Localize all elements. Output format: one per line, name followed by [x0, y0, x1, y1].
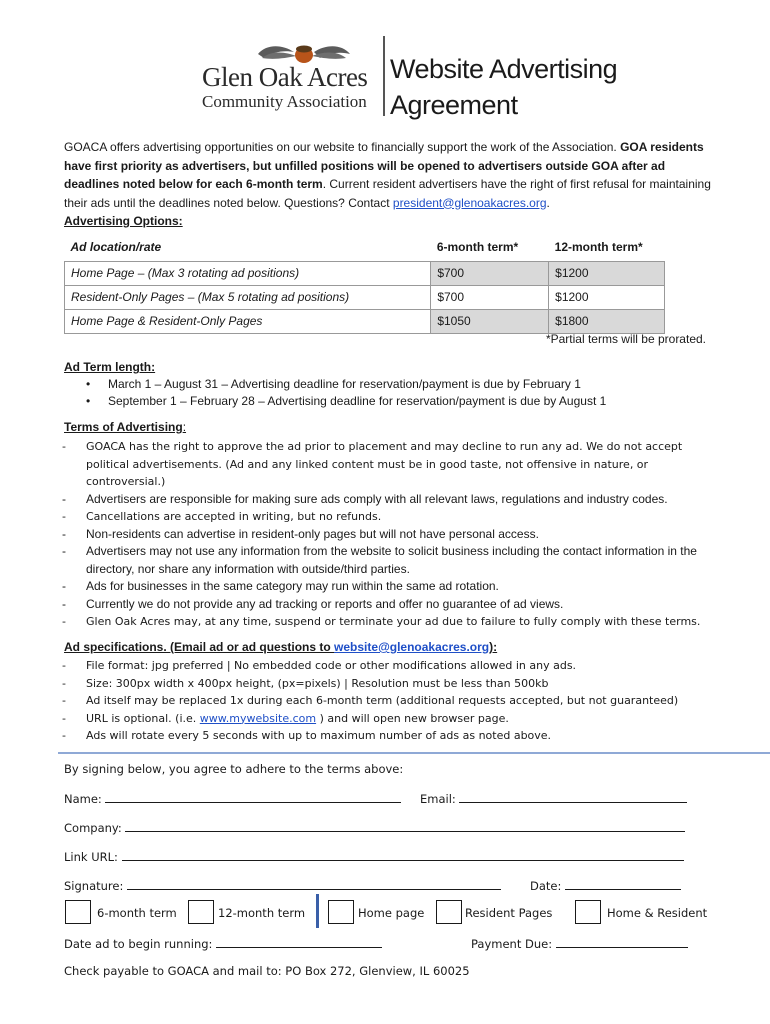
- list-item: - Currently we do not provide any ad tracking or reports and offer no guarantee of ad views.: [62, 596, 564, 611]
- spec-url-pre: URL is optional. (i.e.: [86, 711, 200, 725]
- date-label: Date:: [530, 879, 562, 893]
- payment-due-label: Payment Due:: [471, 937, 553, 951]
- terms-item-text: Ads for businesses in the same category may run within the same ad rotation.: [86, 579, 499, 593]
- terms-item-text: Cancellations are accepted in writing, but no refunds.: [86, 510, 382, 523]
- table-row: [65, 285, 665, 309]
- checkbox-12-month[interactable]: [188, 900, 214, 924]
- checkbox-resident-pages-label: Resident Pages: [465, 906, 553, 920]
- header-divider: [383, 36, 385, 116]
- checkbox-resident-pages[interactable]: [436, 900, 462, 924]
- president-email-link[interactable]: president@glenoakacres.org: [392, 195, 547, 210]
- list-item: - GOACA has the right to approve the ad prior to placement and may decline to run any ad. We do not accept political advertisements. (Ad and any linked content must be in good taste, not offensive in nature, or controversial.): [62, 440, 683, 488]
- specs-list: [62, 657, 712, 745]
- name-input-line[interactable]: [105, 791, 401, 803]
- intro-text-3: .: [546, 195, 550, 210]
- spec-item-text: Size: 300px width x 400px height, (px=pixels) | Resolution must be less than 500kb: [86, 676, 549, 690]
- ad-term-heading: Ad Term length:: [64, 360, 156, 374]
- term-item-text: September 1 – February 28 – Advertising deadline for reservation/payment is due by August 1: [108, 394, 607, 408]
- company-label: Company:: [64, 821, 122, 835]
- payment-due-input-line[interactable]: [556, 936, 688, 948]
- date-input-line[interactable]: [565, 878, 681, 890]
- row-location: Home Page – (Max 3 rotating ad positions): [65, 261, 431, 285]
- checkbox-home-and-resident[interactable]: [575, 900, 601, 924]
- company-field[interactable]: [64, 820, 685, 835]
- prorated-note: *Partial terms will be prorated.: [545, 332, 706, 346]
- row-12-month-price: $1200: [549, 261, 665, 285]
- email-label: Email:: [420, 792, 456, 806]
- checkbox-12-month-label: 12-month term: [218, 906, 306, 920]
- list-item: - Ads for businesses in the same category may run within the same ad rotation.: [62, 579, 499, 593]
- date-begin-label: Date ad to begin running:: [64, 937, 213, 951]
- term-item-text: March 1 – August 31 – Advertising deadline for reservation/payment is due by February 1: [108, 377, 581, 391]
- row-12-month-price: $1800: [549, 309, 665, 333]
- ad-specs-heading-text: Ad specifications. (Email ad or ad questions to: [64, 640, 335, 654]
- list-item: [86, 377, 581, 391]
- terms-item-text: Currently we do not provide any ad tracking or reports and offer no guarantee of ad views.: [86, 596, 564, 611]
- spec-item-text: Ad itself may be replaced 1x during each 6-month term (additional requests accepted, but not guaranteed): [86, 694, 679, 707]
- signature-label: Signature:: [64, 879, 124, 893]
- terms-heading-text: Terms of Advertising: [64, 420, 183, 434]
- row-location: Resident-Only Pages – (Max 5 rotating ad positions): [65, 285, 431, 309]
- email-input-line[interactable]: [459, 791, 687, 803]
- list-item: - Advertisers are responsible for making sure ads comply with all relevant laws, regulations and industry codes.: [62, 491, 668, 506]
- checkbox-home-page-label: Home page: [358, 906, 425, 920]
- signature-field[interactable]: [64, 878, 501, 893]
- intro-paragraph: [64, 138, 716, 212]
- list-item: - Cancellations are accepted in writing, but no refunds.: [62, 510, 382, 523]
- terms-item-text: GOACA has the right to approve the ad prior to placement and may decline to run any ad. We do not accept political advertisements. (Ad and any linked content must be in good taste, not offensive in nature, or controversial.): [86, 440, 683, 488]
- intro-text-1: GOACA offers advertising opportunities on our website to financially support the work of the Association.: [64, 140, 621, 154]
- row-12-month-price: $1200: [549, 285, 665, 309]
- list-item: - File format: jpg preferred | No embedded code or other modifications allowed in any ads.: [62, 659, 577, 672]
- text-cursor-bar: [316, 894, 319, 928]
- terms-list: [62, 438, 712, 631]
- list-item: - Ads will rotate every 5 seconds with up to maximum number of ads as noted above.: [62, 729, 552, 742]
- payment-due-field[interactable]: [471, 936, 688, 951]
- signature-input-line[interactable]: [127, 878, 501, 890]
- example-website-link[interactable]: www.mywebsite.com: [199, 711, 317, 725]
- spec-item-text: Ads will rotate every 5 seconds with up to maximum number of ads as noted above.: [86, 729, 552, 742]
- column-header-12-month: 12-month term*: [549, 233, 665, 261]
- logo-line-1: Glen Oak Acres: [202, 62, 368, 92]
- link-url-input-line[interactable]: [122, 849, 684, 861]
- checkbox-6-month[interactable]: [65, 900, 91, 924]
- website-email-link[interactable]: website@glenoakacres.org: [334, 640, 490, 654]
- bullet-icon: •: [86, 377, 91, 391]
- date-begin-field[interactable]: [64, 936, 382, 951]
- advertising-options-heading: Advertising Options:: [64, 214, 183, 228]
- list-item: - Glen Oak Acres may, at any time, suspend or terminate your ad due to failure to fully comply with these terms.: [62, 615, 701, 628]
- logo-line-2: Community Association: [202, 92, 367, 111]
- list-item: - URL is optional. (i.e. www.mywebsite.com ) and will open new browser page.: [62, 711, 509, 725]
- link-url-label: Link URL:: [64, 850, 118, 864]
- page-title-line-1: Website Advertising: [390, 54, 618, 84]
- terms-item-text: Advertisers are responsible for making sure ads comply with all relevant laws, regulations and industry codes.: [86, 491, 668, 506]
- list-item: - Advertisers may not use any information from the website to solicit business including the contact information in the directory, nor share any information with outside/third parties.: [62, 544, 697, 576]
- table-header-row: [65, 233, 665, 261]
- email-field[interactable]: [420, 791, 687, 806]
- column-header-6-month: 6-month term*: [431, 233, 549, 261]
- row-location: Home Page & Resident-Only Pages: [65, 309, 431, 333]
- mailing-instructions: Check payable to GOACA and mail to: PO Box 272, Glenview, IL 60025: [64, 964, 470, 978]
- ad-specs-heading-end: ):: [489, 640, 498, 654]
- name-label: Name:: [64, 792, 102, 806]
- terms-item-text: Non-residents can advertise in resident-only pages but will not have personal access.: [86, 526, 539, 541]
- column-header-location: Ad location/rate: [65, 233, 431, 261]
- company-input-line[interactable]: [125, 820, 685, 832]
- list-item: - Non-residents can advertise in resident-only pages but will not have personal access.: [62, 526, 539, 541]
- terms-item-text: Glen Oak Acres may, at any time, suspend or terminate your ad due to failure to fully comply with these terms.: [86, 615, 701, 628]
- link-url-field[interactable]: [64, 849, 684, 864]
- intro-text-2: . Current resident advertisers have the right of first refusal for maintaining their ads until the deadlines noted below. Questions? Contact: [64, 177, 711, 210]
- spec-url-post: ) and will open new browser page.: [316, 711, 509, 725]
- agree-statement: By signing below, you agree to adhere to the terms above:: [64, 762, 404, 776]
- ad-specs-heading: [64, 640, 497, 654]
- terms-heading: [64, 420, 186, 434]
- date-field[interactable]: [530, 878, 681, 893]
- page-title-line-2: Agreement: [390, 90, 518, 120]
- association-logo: [168, 36, 380, 120]
- name-field[interactable]: [64, 791, 401, 806]
- list-item: [86, 394, 606, 408]
- table-row: [65, 261, 665, 285]
- intro-bold-text: GOA residents have first priority as advertisers, but unfilled positions will be opened to advertisers outside GOA after ad deadlines noted below for each 6-month term: [64, 140, 704, 191]
- section-divider: [58, 752, 770, 754]
- row-6-month-price: $1050: [431, 309, 549, 333]
- spec-item-text: File format: jpg preferred | No embedded code or other modifications allowed in any ads.: [86, 659, 577, 672]
- terms-heading-colon: :: [182, 420, 187, 434]
- table-row: [65, 309, 665, 333]
- checkbox-6-month-label: 6-month term: [97, 906, 177, 920]
- advertising-options-table: [64, 233, 665, 334]
- bullet-icon: •: [86, 394, 91, 408]
- terms-item-text: Advertisers may not use any information from the website to solicit business including the contact information in the directory, nor share any information with outside/third parties.: [86, 544, 697, 576]
- list-item: - Size: 300px width x 400px height, (px=pixels) | Resolution must be less than 500kb: [62, 676, 549, 690]
- checkbox-home-and-resident-label: Home & Resident: [607, 906, 708, 920]
- row-6-month-price: $700: [431, 261, 549, 285]
- date-begin-input-line[interactable]: [216, 936, 382, 948]
- row-6-month-price: $700: [431, 285, 549, 309]
- checkbox-home-page[interactable]: [328, 900, 354, 924]
- list-item: - Ad itself may be replaced 1x during each 6-month term (additional requests accepted, but not guaranteed): [62, 694, 679, 707]
